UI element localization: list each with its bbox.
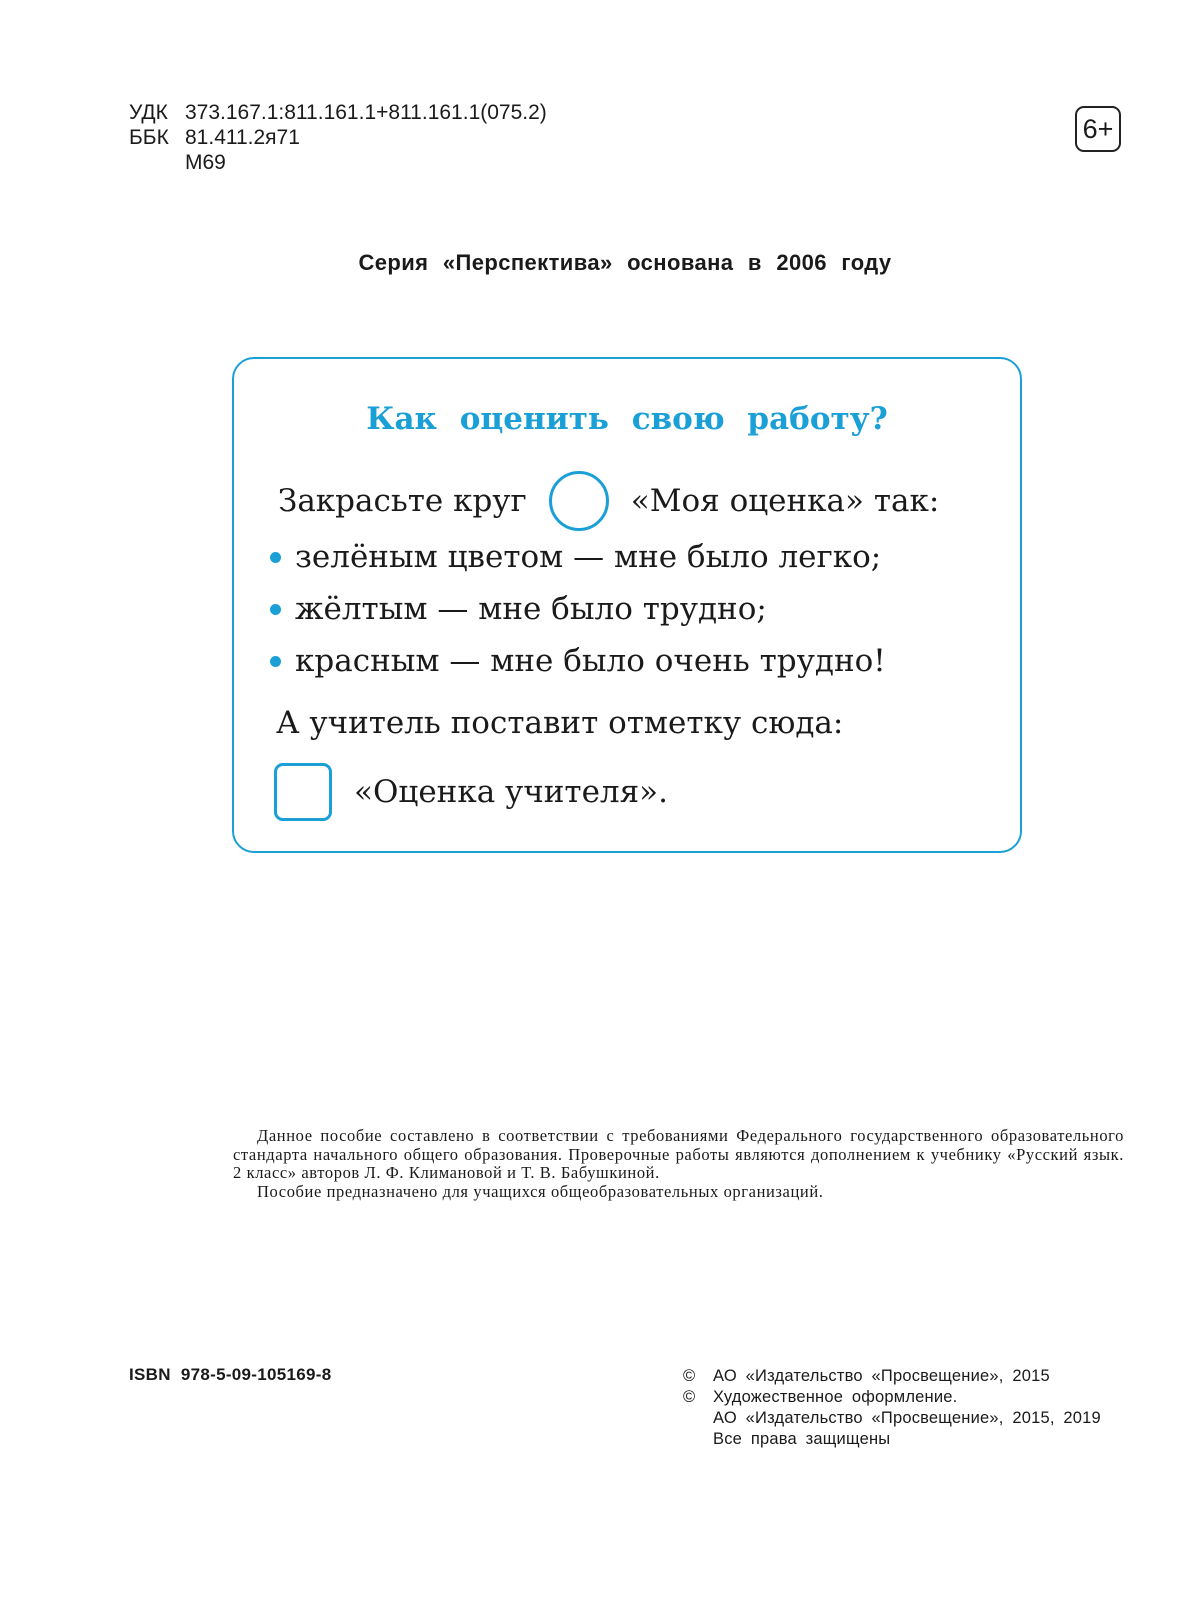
- list-item: [270, 583, 886, 635]
- bullet-text: жёлтым — мне было трудно;: [295, 591, 767, 627]
- annotation-paragraph: Пособие предназначено для учащихся общеобразовательных организаций.: [257, 1181, 824, 1201]
- copyright-text: Художественное оформление.: [713, 1388, 958, 1406]
- bbk-label: ББК: [129, 126, 169, 149]
- list-item: [270, 531, 886, 583]
- copyright-text: Все права защищены: [713, 1430, 891, 1448]
- bullet-dot-icon: [270, 656, 281, 667]
- udk-row: [129, 100, 547, 125]
- udk-label: УДК: [129, 101, 168, 124]
- age-rating-badge: 6+: [1075, 106, 1121, 152]
- copyright-row: [683, 1366, 1101, 1387]
- teacher-grade-line: [274, 763, 668, 821]
- my-grade-circle: [549, 471, 609, 531]
- teacher-line: А учитель поставит отметку сюда:: [276, 705, 844, 741]
- copyright-block: [683, 1366, 1101, 1450]
- list-item: [270, 635, 886, 687]
- bullet-dot-icon: [270, 552, 281, 563]
- bullet-text: зелёным цветом — мне было легко;: [295, 539, 882, 575]
- bullet-text: красным — мне было очень трудно!: [295, 643, 886, 679]
- bullet-dot-icon: [270, 604, 281, 615]
- annotation: [233, 1127, 1124, 1201]
- copyright-row: [683, 1429, 1101, 1450]
- instruction-line: [278, 471, 939, 531]
- copyright-icon: ©: [683, 1388, 696, 1406]
- isbn: ISBN 978-5-09-105169-8: [129, 1365, 332, 1384]
- author-mark: М69: [185, 151, 226, 174]
- udk-value: 373.167.1:811.161.1+811.161.1(075.2): [185, 101, 547, 124]
- teacher-grade-square: [274, 763, 332, 821]
- box-title: Как оценить свою работу?: [366, 401, 888, 437]
- copyright-icon: ©: [683, 1367, 696, 1385]
- copyright-text: АО «Издательство «Просвещение», 2015, 2019: [713, 1409, 1101, 1427]
- bbk-row: [129, 125, 547, 150]
- copyright-row: [683, 1387, 1101, 1408]
- author-mark-row: [129, 150, 547, 175]
- copyright-text: АО «Издательство «Просвещение», 2015: [713, 1367, 1050, 1385]
- teacher-grade-label: «Оценка учителя».: [354, 774, 668, 810]
- color-legend-list: [270, 531, 886, 687]
- bbk-value: 81.411.2я71: [185, 126, 300, 149]
- series-line: Серия «Перспектива» основана в 2006 году: [358, 250, 892, 275]
- copyright-row: [683, 1408, 1101, 1429]
- annotation-paragraph: Данное пособие составлено в соответствии с требованиями Федерального государственного образовательного стандарта начального общего образования. Проверочные работы являются дополнением к учебнику «Русский язык. 2 класс» авторов Л. Ф. Климановой и Т. В. Бабушкиной.: [233, 1126, 1124, 1182]
- instruction-text-after: «Моя оценка» так:: [630, 483, 940, 519]
- self-assessment-box: [232, 357, 1022, 853]
- bibliographic-codes: [129, 100, 547, 175]
- instruction-text-before: Закрасьте круг: [278, 483, 527, 519]
